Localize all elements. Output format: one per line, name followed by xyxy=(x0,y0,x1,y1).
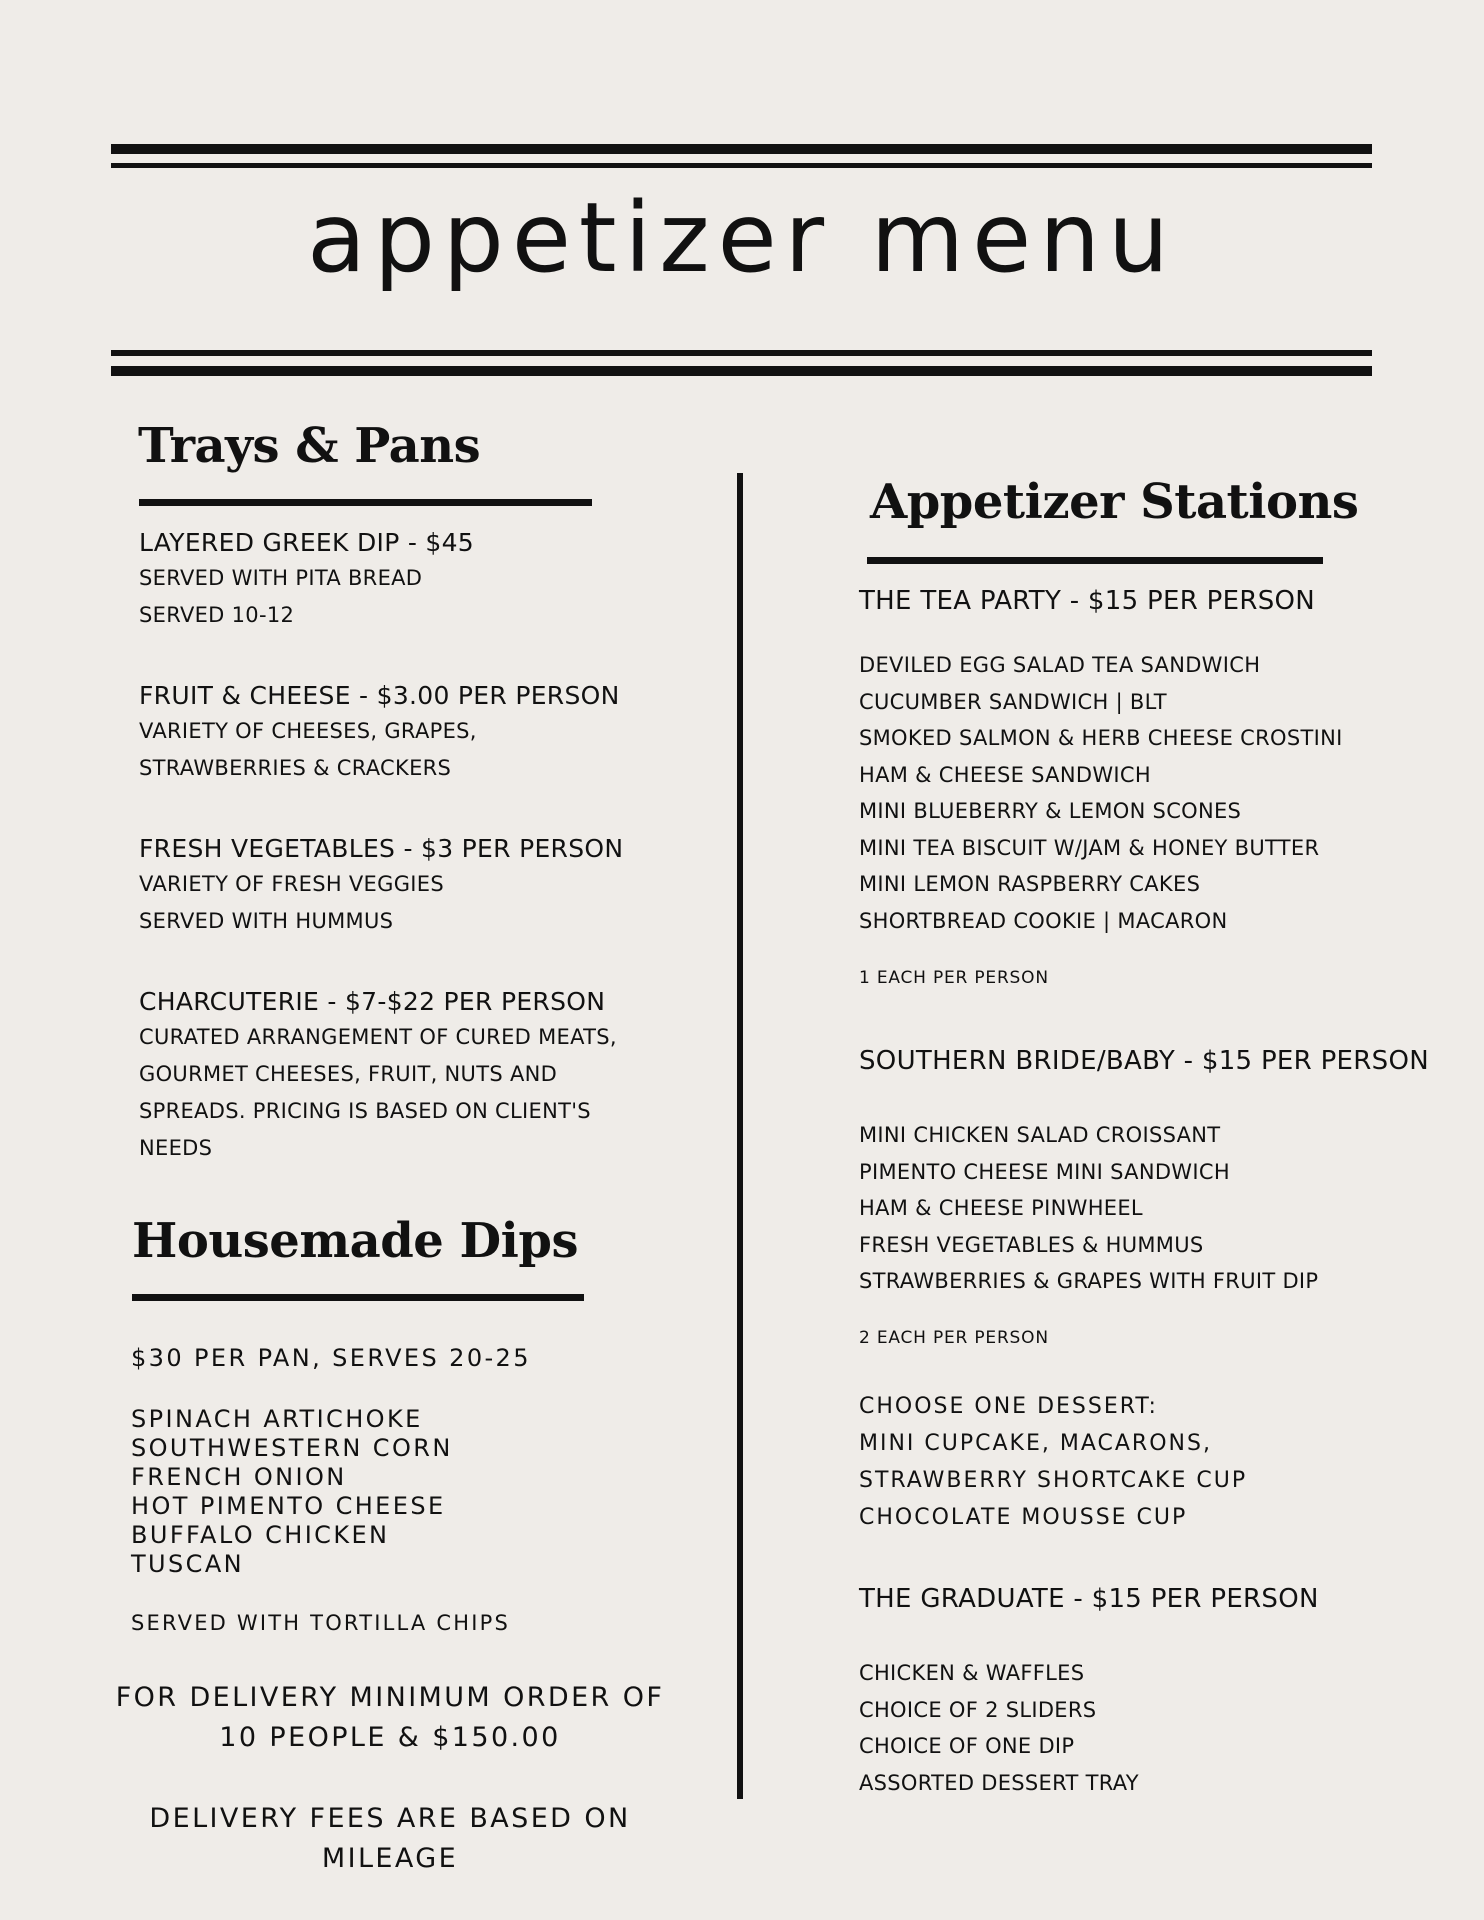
tray-item-line: NEEDS xyxy=(139,1136,213,1160)
dessert-line: CHOCOLATE MOUSSE CUP xyxy=(859,1505,1188,1530)
tray-item-line: SERVED WITH HUMMUS xyxy=(139,909,394,933)
tray-item-title: FRUIT & CHEESE - $3.00 PER PERSON xyxy=(139,681,620,710)
dips-heading-underline xyxy=(132,1294,584,1301)
tray-item-charcuterie xyxy=(139,985,617,1167)
top-rule-thick xyxy=(111,144,1372,154)
tray-item-line: GOURMET CHEESES, FRUIT, NUTS AND xyxy=(139,1062,558,1086)
stations-heading-underline xyxy=(867,557,1323,564)
tea-party-item: SHORTBREAD COOKIE | MACARON xyxy=(859,908,1228,933)
graduate-list xyxy=(859,1655,1139,1801)
top-rule-thin xyxy=(111,163,1372,168)
southern-dessert xyxy=(859,1388,1247,1536)
tea-party-item: CUCUMBER SANDWICH | BLT xyxy=(859,689,1167,714)
tray-item-fresh-vegetables xyxy=(139,832,623,940)
graduate-title: THE GRADUATE - $15 PER PERSON xyxy=(859,1584,1319,1614)
tea-party-item: MINI TEA BISCUIT W/JAM & HONEY BUTTER xyxy=(859,835,1320,860)
stations-heading: Appetizer Stations xyxy=(870,474,1359,530)
trays-heading: Trays & Pans xyxy=(138,418,481,474)
column-divider xyxy=(737,473,743,1799)
southern-item: PIMENTO CHEESE MINI SANDWICH xyxy=(859,1159,1230,1184)
tray-item-line: SPREADS. PRICING IS BASED ON CLIENT'S xyxy=(139,1099,591,1123)
graduate-item: CHOICE OF ONE DIP xyxy=(859,1734,1075,1758)
tray-item-greek-dip xyxy=(139,526,474,634)
page-title: appetizer menu xyxy=(307,182,1177,294)
graduate-item: CHICKEN & WAFFLES xyxy=(859,1661,1085,1685)
tea-party-title: THE TEA PARTY - $15 PER PERSON xyxy=(859,586,1316,616)
tray-item-line: SERVED WITH PITA BREAD xyxy=(139,566,423,590)
bottom-rule-thin xyxy=(111,350,1372,356)
graduate-item: CHOICE OF 2 SLIDERS xyxy=(859,1697,1097,1722)
southern-title: SOUTHERN BRIDE/BABY - $15 PER PERSON xyxy=(859,1046,1429,1076)
southern-item: FRESH VEGETABLES & HUMMUS xyxy=(859,1232,1204,1257)
delivery-fees xyxy=(90,1799,690,1879)
tea-party-item: SMOKED SALMON & HERB CHEESE CROSTINI xyxy=(859,726,1343,750)
tea-party-note: 1 EACH PER PERSON xyxy=(859,968,1049,988)
tray-item-line: SERVED 10-12 xyxy=(139,603,295,627)
dessert-line: STRAWBERRY SHORTCAKE CUP xyxy=(859,1468,1248,1493)
tray-item-line: CURATED ARRANGEMENT OF CURED MEATS, xyxy=(139,1025,617,1049)
tray-item-title: CHARCUTERIE - $7-$22 PER PERSON xyxy=(139,987,606,1016)
trays-heading-underline xyxy=(139,499,592,506)
bottom-rule-thick xyxy=(111,366,1372,376)
delivery-fees-line: MILEAGE xyxy=(321,1843,459,1874)
delivery-fees-line: DELIVERY FEES ARE BASED ON xyxy=(149,1803,631,1834)
dessert-line: CHOOSE ONE DESSERT: xyxy=(859,1394,1158,1419)
tray-item-line: VARIETY OF CHEESES, GRAPES, xyxy=(139,719,477,743)
tea-party-item: DEVILED EGG SALAD TEA SANDWICH xyxy=(859,653,1261,677)
tray-item-line: STRAWBERRIES & CRACKERS xyxy=(139,756,452,780)
southern-note: 2 EACH PER PERSON xyxy=(859,1328,1049,1348)
southern-item: HAM & CHEESE PINWHEEL xyxy=(859,1196,1143,1220)
tea-party-item: MINI LEMON RASPBERRY CAKES xyxy=(859,872,1201,896)
dip-item: HOT PIMENTO CHEESE xyxy=(131,1492,446,1520)
graduate-item: ASSORTED DESSERT TRAY xyxy=(859,1770,1139,1795)
delivery-minimum xyxy=(90,1678,690,1758)
dip-item: SPINACH ARTICHOKE xyxy=(131,1405,423,1433)
dip-item: TUSCAN xyxy=(131,1550,244,1578)
southern-list xyxy=(859,1117,1318,1300)
dip-item: BUFFALO CHICKEN xyxy=(131,1521,390,1549)
dips-served-note: SERVED WITH TORTILLA CHIPS xyxy=(131,1611,510,1635)
southern-item: STRAWBERRIES & GRAPES WITH FRUIT DIP xyxy=(859,1269,1319,1293)
tea-party-item: MINI BLUEBERRY & LEMON SCONES xyxy=(859,799,1242,823)
dessert-line: MINI CUPCAKE, MACARONS, xyxy=(859,1431,1212,1456)
dip-item: SOUTHWESTERN CORN xyxy=(131,1434,453,1462)
tea-party-item: HAM & CHEESE SANDWICH xyxy=(859,762,1151,787)
dips-list xyxy=(131,1405,453,1579)
tray-item-fruit-cheese xyxy=(139,679,620,787)
tray-item-title: FRESH VEGETABLES - $3 PER PERSON xyxy=(139,834,624,863)
delivery-minimum-line: FOR DELIVERY MINIMUM ORDER OF xyxy=(115,1682,665,1713)
dips-price: $30 PER PAN, SERVES 20-25 xyxy=(131,1344,531,1372)
tray-item-line: VARIETY OF FRESH VEGGIES xyxy=(139,872,444,896)
tea-party-list xyxy=(859,647,1343,939)
delivery-minimum-line: 10 PEOPLE & $150.00 xyxy=(219,1722,561,1753)
tray-item-title: LAYERED GREEK DIP - $45 xyxy=(139,528,475,557)
southern-item: MINI CHICKEN SALAD CROISSANT xyxy=(859,1123,1221,1147)
dip-item: FRENCH ONION xyxy=(131,1463,347,1491)
dips-heading: Housemade Dips xyxy=(132,1213,578,1269)
